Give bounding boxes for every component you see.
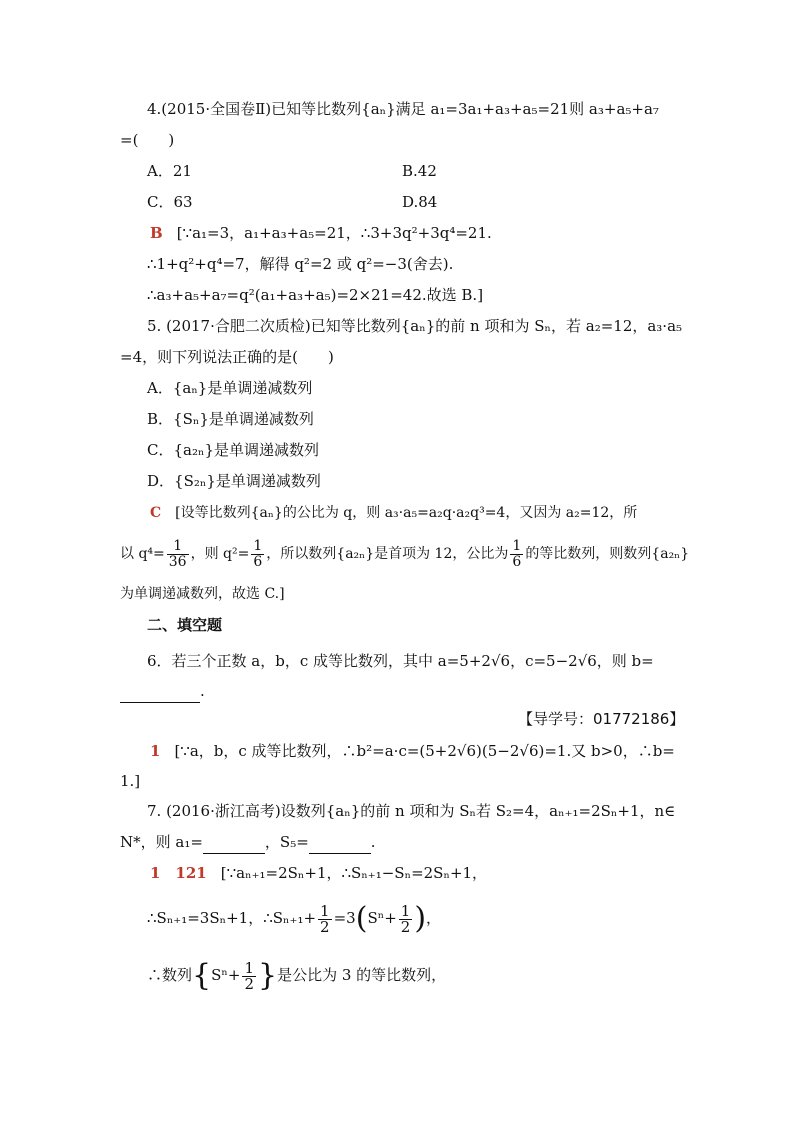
- left-brace: {: [192, 958, 212, 993]
- q6-solution-text1: [∵a，b，c 成等比数列，∴b²=a·c=(5+2√6)(5−2√6)=1.又 b>0，∴b=: [174, 742, 675, 760]
- q7-frac2-den: 2: [400, 917, 411, 936]
- q7-sol2-a: ∴Sₙ₊₁=3Sₙ+1，∴Sₙ₊₁+: [147, 909, 317, 927]
- q7-sol3-a: ∴数列: [147, 966, 193, 984]
- q5-frac1-num: 1: [167, 539, 189, 555]
- q4-solution-text1: [∵a₁=3，a₁+a₃+a₅=21，∴3+3q²+3q⁴=21.: [176, 224, 492, 242]
- q7-sol2-end: ，: [426, 909, 442, 927]
- q4-option-c: C．63: [147, 193, 193, 211]
- q7-solution-line3: [147, 950, 446, 1001]
- q7-s5-blank[interactable]: [309, 831, 371, 854]
- q5-frac3-den: 6: [512, 553, 522, 570]
- q7-sol2-s: Sⁿ+: [367, 909, 397, 927]
- q7-stem2-a: N*，则 a₁=: [120, 833, 203, 851]
- q5-solution-line3: 为单调递减数列，故选 C.]: [120, 586, 285, 602]
- q7-frac-den: 2: [320, 917, 330, 936]
- q7-stem2-c: .: [370, 833, 376, 851]
- q7-frac3-den: 2: [244, 974, 254, 993]
- q5-sol2-c: ，所以数列{a₂ₙ}是首项为 12，公比为: [266, 546, 509, 562]
- q5-sol2-d: 的等比数列，则数列{a₂ₙ}: [525, 546, 690, 562]
- q5-fraction-1-6: [251, 539, 264, 570]
- q6-stem-line2: [120, 680, 205, 703]
- q6-stem-line1: 6．若三个正数 a，b，c 成等比数列，其中 a=5+2√6，c=5−2√6，则 b=: [147, 652, 654, 670]
- q5-frac1-den: 36: [168, 553, 187, 570]
- q5-option-a: A．{aₙ}是单调递减数列: [147, 379, 313, 397]
- q4-stem-line2: =( ): [120, 131, 175, 149]
- q7-frac3-num: 1: [244, 958, 254, 977]
- q6-answer-blank[interactable]: [120, 680, 200, 703]
- q4-solution-line3: ∴a₃+a₅+a₇=q²(a₁+a₃+a₅)=2×21=42.故选 B.]: [147, 286, 484, 304]
- q5-answer: C: [150, 505, 162, 521]
- q5-fraction-1-36: [167, 539, 189, 570]
- q4-answer: B: [150, 224, 163, 242]
- q5-fraction-ratio: [510, 539, 523, 570]
- q7-sol2-b: =3: [333, 909, 356, 927]
- q5-frac2-den: 6: [253, 553, 263, 570]
- q4-option-a: A．21: [147, 162, 192, 180]
- q7-sol3-s: Sⁿ+: [211, 966, 241, 984]
- q7-answer: 1 121: [150, 864, 207, 882]
- q4-stem-line1: 4.(2015·全国卷Ⅱ)已知等比数列{aₙ}满足 a₁=3a₁+a₃+a₅=21则 a₃+a₅+a₇: [147, 100, 659, 118]
- q5-option-b: B．{Sₙ}是单调递减数列: [147, 410, 314, 428]
- q6-reference-number: 【导学号：01772186】: [518, 710, 685, 728]
- q7-frac-num: 1: [320, 901, 330, 920]
- q4-solution-line2: ∴1+q²+q⁴=7，解得 q²=2 或 q²=−3(舍去).: [147, 255, 454, 273]
- q7-solution-line2: [147, 893, 441, 944]
- q5-solution-text1: [设等比数列{aₙ}的公比为 q，则 a₃·a₅=a₂q·a₂q³=4，又因为 a₂=12，所: [175, 505, 638, 521]
- q7-sol3-b: 是公比为 3 的等比数列，: [277, 966, 447, 984]
- section-heading: 二、填空题: [147, 616, 223, 634]
- q7-fraction-half-3: [242, 958, 256, 993]
- q5-solution-line1: [150, 502, 637, 524]
- right-paren: ): [414, 901, 427, 936]
- q5-stem-line1: 5. (2017·合肥二次质检)已知等比数列{aₙ}的前 n 项和为 Sₙ，若 a₂=12，a₃·a₅: [147, 317, 683, 335]
- q7-fraction-half-2: [399, 901, 413, 936]
- q5-option-d: D．{S₂ₙ}是单调递减数列: [147, 472, 321, 490]
- right-brace: }: [258, 958, 278, 993]
- q7-solution-line1: [150, 862, 487, 884]
- q5-option-c: C．{a₂ₙ}是单调递减数列: [147, 441, 320, 459]
- q4-option-d: D.84: [402, 193, 438, 211]
- q5-sol2-b: ，则 q²=: [190, 546, 250, 562]
- q6-solution-line2: 1.]: [120, 772, 141, 790]
- q7-a1-blank[interactable]: [203, 831, 265, 854]
- q7-stem2-b: ，S₅=: [264, 833, 309, 851]
- q7-stem-line1: 7. (2016·浙江高考)设数列{aₙ}的前 n 项和为 Sₙ若 S₂=4，aₙ₊₁=2Sₙ+1，n∈: [147, 802, 676, 820]
- left-paren: (: [355, 901, 368, 936]
- q4-option-b: B.42: [402, 162, 437, 180]
- q5-solution-line2: [120, 532, 689, 576]
- q6-answer: 1: [150, 742, 161, 760]
- q7-fraction-half: [318, 901, 332, 936]
- q5-frac2-num: 1: [253, 537, 263, 554]
- q7-frac2-num: 1: [400, 901, 411, 920]
- q5-frac3-num: 1: [512, 537, 522, 554]
- q5-stem-line2: =4，则下列说法正确的是( ): [120, 348, 334, 366]
- q4-solution-line1: [150, 222, 492, 244]
- q7-solution-text1: [∵aₙ₊₁=2Sₙ+1，∴Sₙ₊₁−Sₙ=2Sₙ+1，: [220, 864, 488, 882]
- q7-stem-line2: [120, 831, 376, 854]
- q5-sol2-a: 以 q⁴=: [120, 546, 165, 562]
- q6-solution-line1: [150, 740, 675, 762]
- q6-stem-end: .: [200, 682, 205, 700]
